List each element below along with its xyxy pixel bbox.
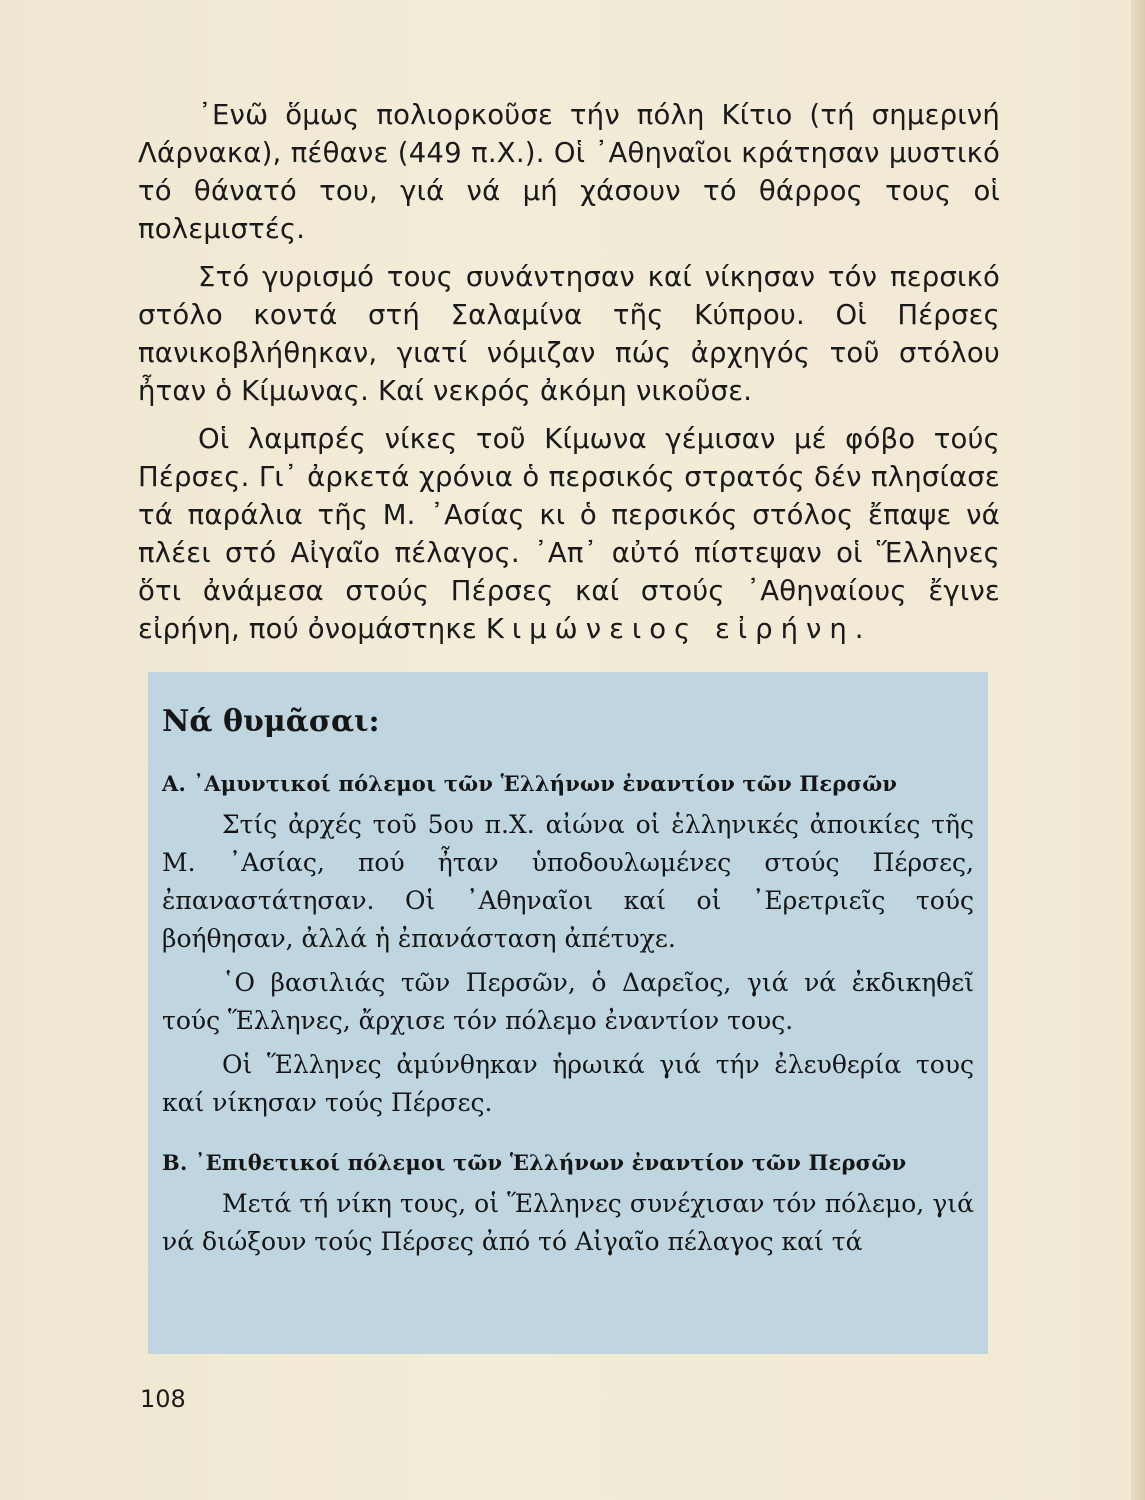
- peace-term: Κιμώνειος εἰρήνη.: [485, 613, 872, 645]
- summary-title: Νά θυμᾶσαι:: [162, 704, 380, 739]
- page-number: 108: [140, 1385, 186, 1413]
- summary-box-content: [162, 704, 974, 1267]
- page-edge: [1131, 0, 1145, 1500]
- section-gap: [162, 1128, 974, 1150]
- section-a-paragraph: Στίς ἀρχές τοῦ 5ου π.Χ. αἰώνα οἱ ἑλληνικές ἀποικίες τῆς Μ. ᾿Ασίας, πού ἦταν ὑποδουλωμένες στούς Πέρσες, ἐπαναστάτησαν. Οἱ ᾿Αθηναῖοι καί οἱ ᾿Ερετριεῖς τούς βοήθησαν, ἀλλά ἡ ἐπανάσταση ἀπέτυχε.: [162, 810, 974, 953]
- paragraph-peace: [138, 420, 1000, 648]
- paragraph-kition: ᾿Ενῶ ὅμως πολιορκοῦσε τήν πόλη Κίτιο (τή σημερινή Λάρνακα), πέθανε (449 π.Χ.). Οἱ ᾿Αθηναῖοι κράτησαν μυστικό τό θάνατό του, γιά νά μή χάσουν τό θάρρος τους οἱ πολεμιστές.: [138, 99, 1000, 245]
- section-b-paragraph: Μετά τή νίκη τους, οἱ Ἕλληνες συνέχισαν τόν πόλεμο, γιά νά διώξουν τούς Πέρσες ἀπό τό Αἰγαῖο πέλαγος καί τά: [162, 1189, 974, 1256]
- section-a-paragraph: Οἱ Ἕλληνες ἀμύνθηκαν ἡρωικά γιά τήν ἐλευθερία τους καί νίκησαν τούς Πέρσες.: [162, 1050, 974, 1117]
- section-a-heading: Α. ᾿Αμυντικοί πόλεμοι τῶν Ἑλλήνων ἐναντίον τῶν Περσῶν: [162, 771, 898, 796]
- summary-box: [148, 672, 988, 1354]
- paragraph-salamis: Στό γυρισμό τους συνάντησαν καί νίκησαν τόν περσικό στόλο κοντά στή Σαλαμίνα τῆς Κύπρου. Οἱ Πέρσες πανικοβλήθηκαν, γιατί νόμιζαν πώς ἀρχηγός τοῦ στόλου ἦταν ὁ Κίμωνας. Καί νεκρός ἀκόμη νικοῦσε.: [138, 261, 1000, 407]
- main-text: [138, 96, 1000, 658]
- paragraph-peace-text: Οἱ λαμπρές νίκες τοῦ Κίμωνα γέμισαν μέ φόβο τούς Πέρσες. Γι᾿ ἀρκετά χρόνια ὁ περσικός στρατός δέν πλησίασε τά παράλια τῆς Μ. ᾿Ασίας κι ὁ περσικός στόλος ἔπαψε νά πλέει στό Αἰγαῖο πέλαγος. ᾿Απ᾿ αὐτό πίστεψαν οἱ Ἕλληνες ὅτι ἀνάμεσα στούς Πέρσες καί στούς ᾿Αθηναίους ἔγινε εἰρήνη, πού ὀνομάστηκε: [138, 423, 1000, 645]
- section-a-paragraph: ῾Ο βασιλιάς τῶν Περσῶν, ὁ Δαρεῖος, γιά νά ἐκδικηθεῖ τούς Ἕλληνες, ἄρχισε τόν πόλεμο ἐναντίον τους.: [162, 968, 974, 1035]
- section-b-heading: Β. ᾿Επιθετικοί πόλεμοι τῶν Ἑλλήνων ἐναντίον τῶν Περσῶν: [162, 1150, 907, 1175]
